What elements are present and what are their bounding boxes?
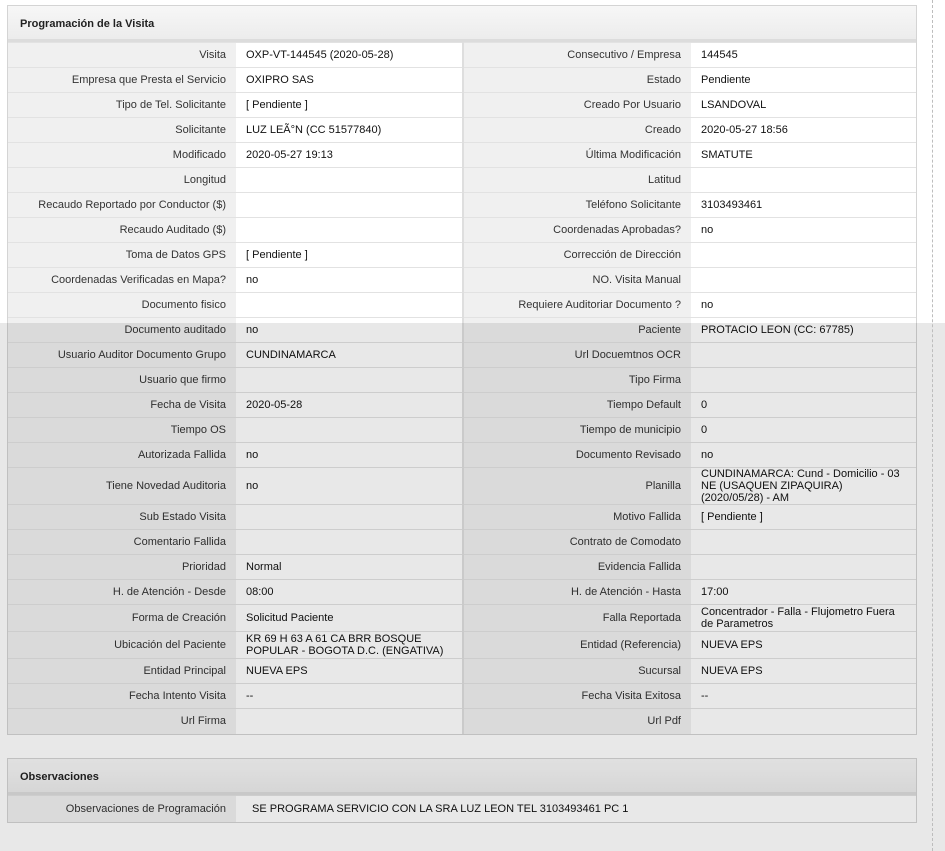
table-row (8, 393, 916, 418)
field-value: 17:00 (691, 580, 916, 605)
field-label: Longitud (8, 168, 236, 193)
field-value (236, 368, 463, 393)
observaciones-label: Observaciones de Programación (8, 796, 236, 822)
field-label: Creado Por Usuario (463, 93, 691, 118)
observaciones-panel (7, 758, 917, 823)
table-row (8, 605, 916, 632)
field-value: Solicitud Paciente (236, 605, 463, 632)
table-row (8, 343, 916, 368)
field-value: no (236, 443, 463, 468)
table-row (8, 243, 916, 268)
field-label: Tiempo Default (463, 393, 691, 418)
field-value (236, 418, 463, 443)
field-label: H. de Atención - Hasta (463, 580, 691, 605)
field-label: H. de Atención - Desde (8, 580, 236, 605)
field-value: 3103493461 (691, 193, 916, 218)
field-value: -- (691, 684, 916, 709)
field-label: Ubicación del Paciente (8, 632, 236, 659)
field-label: Creado (463, 118, 691, 143)
field-value (236, 218, 463, 243)
field-label: Fecha Intento Visita (8, 684, 236, 709)
table-row (8, 293, 916, 318)
field-label: Documento fisico (8, 293, 236, 318)
field-label: Toma de Datos GPS (8, 243, 236, 268)
field-value: OXP-VT-144545 (2020-05-28) (236, 43, 463, 68)
field-value: [ Pendiente ] (236, 93, 463, 118)
table-row (8, 168, 916, 193)
programacion-panel (7, 5, 917, 735)
field-label: Tiempo de municipio (463, 418, 691, 443)
observaciones-value: SE PROGRAMA SERVICIO CON LA SRA LUZ LEON TEL 3103493461 PC 1 (236, 796, 916, 822)
table-row (8, 580, 916, 605)
field-label: Documento auditado (8, 318, 236, 343)
field-label: Fecha de Visita (8, 393, 236, 418)
table-row (8, 443, 916, 468)
field-label: Evidencia Fallida (463, 555, 691, 580)
field-label: Planilla (463, 468, 691, 505)
field-label: Empresa que Presta el Servicio (8, 68, 236, 93)
field-value (236, 530, 463, 555)
field-value: 2020-05-27 19:13 (236, 143, 463, 168)
table-row (8, 118, 916, 143)
field-value: NUEVA EPS (236, 659, 463, 684)
field-value: no (691, 293, 916, 318)
field-value (691, 343, 916, 368)
field-value: CUNDINAMARCA (236, 343, 463, 368)
table-row (8, 68, 916, 93)
field-label: Tipo Firma (463, 368, 691, 393)
field-value: Concentrador - Falla - Flujometro Fuera de Parametros (691, 605, 916, 632)
field-value: 2020-05-28 (236, 393, 463, 418)
field-label: Modificado (8, 143, 236, 168)
field-value: PROTACIO LEON (CC: 67785) (691, 318, 916, 343)
field-value: NUEVA EPS (691, 659, 916, 684)
field-label: Motivo Fallida (463, 505, 691, 530)
field-label: Comentario Fallida (8, 530, 236, 555)
field-label: Requiere Auditoriar Documento ? (463, 293, 691, 318)
table-row (8, 318, 916, 343)
field-value: LUZ LEÃ°N (CC 51577840) (236, 118, 463, 143)
field-value: [ Pendiente ] (236, 243, 463, 268)
field-value: Pendiente (691, 68, 916, 93)
field-value: [ Pendiente ] (691, 505, 916, 530)
observaciones-title: Observaciones (8, 759, 916, 795)
field-value: no (691, 443, 916, 468)
field-label: Solicitante (8, 118, 236, 143)
field-label: Coordenadas Verificadas en Mapa? (8, 268, 236, 293)
field-value: 2020-05-27 18:56 (691, 118, 916, 143)
field-label: Estado (463, 68, 691, 93)
table-row (8, 684, 916, 709)
table-row (8, 193, 916, 218)
programacion-title: Programación de la Visita (8, 6, 916, 42)
field-label: Entidad Principal (8, 659, 236, 684)
field-label: Coordenadas Aprobadas? (463, 218, 691, 243)
table-row (8, 93, 916, 118)
field-label: Recaudo Auditado ($) (8, 218, 236, 243)
programacion-table (8, 42, 916, 734)
table-row (8, 505, 916, 530)
table-row (8, 218, 916, 243)
field-label: Última Modificación (463, 143, 691, 168)
table-row (8, 43, 916, 68)
field-value (691, 530, 916, 555)
field-label: Falla Reportada (463, 605, 691, 632)
table-row (8, 268, 916, 293)
table-row (8, 418, 916, 443)
table-row (8, 555, 916, 580)
field-label: Latitud (463, 168, 691, 193)
field-value (236, 505, 463, 530)
table-row (8, 709, 916, 734)
field-value: no (236, 318, 463, 343)
field-label: Visita (8, 43, 236, 68)
field-label: Usuario que firmo (8, 368, 236, 393)
field-value (691, 368, 916, 393)
field-value (236, 168, 463, 193)
field-value: no (236, 268, 463, 293)
field-label: Tipo de Tel. Solicitante (8, 93, 236, 118)
table-row (8, 143, 916, 168)
field-value (691, 709, 916, 734)
field-label: Teléfono Solicitante (463, 193, 691, 218)
field-label: Fecha Visita Exitosa (463, 684, 691, 709)
field-label: Sub Estado Visita (8, 505, 236, 530)
field-value (691, 243, 916, 268)
field-value: Normal (236, 555, 463, 580)
field-value: OXIPRO SAS (236, 68, 463, 93)
field-label: Paciente (463, 318, 691, 343)
field-value: 0 (691, 393, 916, 418)
field-value: -- (236, 684, 463, 709)
field-value (236, 193, 463, 218)
field-label: Url Docuemtnos OCR (463, 343, 691, 368)
observaciones-table (8, 795, 916, 822)
field-value: LSANDOVAL (691, 93, 916, 118)
field-label: Url Pdf (463, 709, 691, 734)
field-value: KR 69 H 63 A 61 CA BRR BOSQUE POPULAR - BOGOTA D.C. (ENGATIVA) (236, 632, 463, 659)
table-row (8, 530, 916, 555)
table-row (8, 632, 916, 659)
field-label: Forma de Creación (8, 605, 236, 632)
field-value: NUEVA EPS (691, 632, 916, 659)
field-value: CUNDINAMARCA: Cund - Domicilio - 03 NE (USAQUEN ZIPAQUIRA) (2020/05/28) - AM (691, 468, 916, 505)
field-label: Prioridad (8, 555, 236, 580)
field-label: Usuario Auditor Documento Grupo (8, 343, 236, 368)
field-label: Tiempo OS (8, 418, 236, 443)
field-value (691, 555, 916, 580)
field-value: 08:00 (236, 580, 463, 605)
table-row (8, 659, 916, 684)
field-value (691, 268, 916, 293)
table-row (8, 468, 916, 505)
field-value (691, 168, 916, 193)
field-label: Tiene Novedad Auditoria (8, 468, 236, 505)
field-value (236, 709, 463, 734)
field-value: 0 (691, 418, 916, 443)
field-label: Autorizada Fallida (8, 443, 236, 468)
table-row (8, 368, 916, 393)
field-value: no (236, 468, 463, 505)
field-value: 144545 (691, 43, 916, 68)
field-label: Documento Revisado (463, 443, 691, 468)
page-guide-line (932, 0, 933, 851)
field-label: NO. Visita Manual (463, 268, 691, 293)
field-label: Contrato de Comodato (463, 530, 691, 555)
field-label: Sucursal (463, 659, 691, 684)
field-value: SMATUTE (691, 143, 916, 168)
field-label: Recaudo Reportado por Conductor ($) (8, 193, 236, 218)
field-value (236, 293, 463, 318)
field-value: no (691, 218, 916, 243)
table-row (8, 796, 916, 822)
field-label: Consecutivo / Empresa (463, 43, 691, 68)
field-label: Url Firma (8, 709, 236, 734)
field-label: Entidad (Referencia) (463, 632, 691, 659)
field-label: Corrección de Dirección (463, 243, 691, 268)
